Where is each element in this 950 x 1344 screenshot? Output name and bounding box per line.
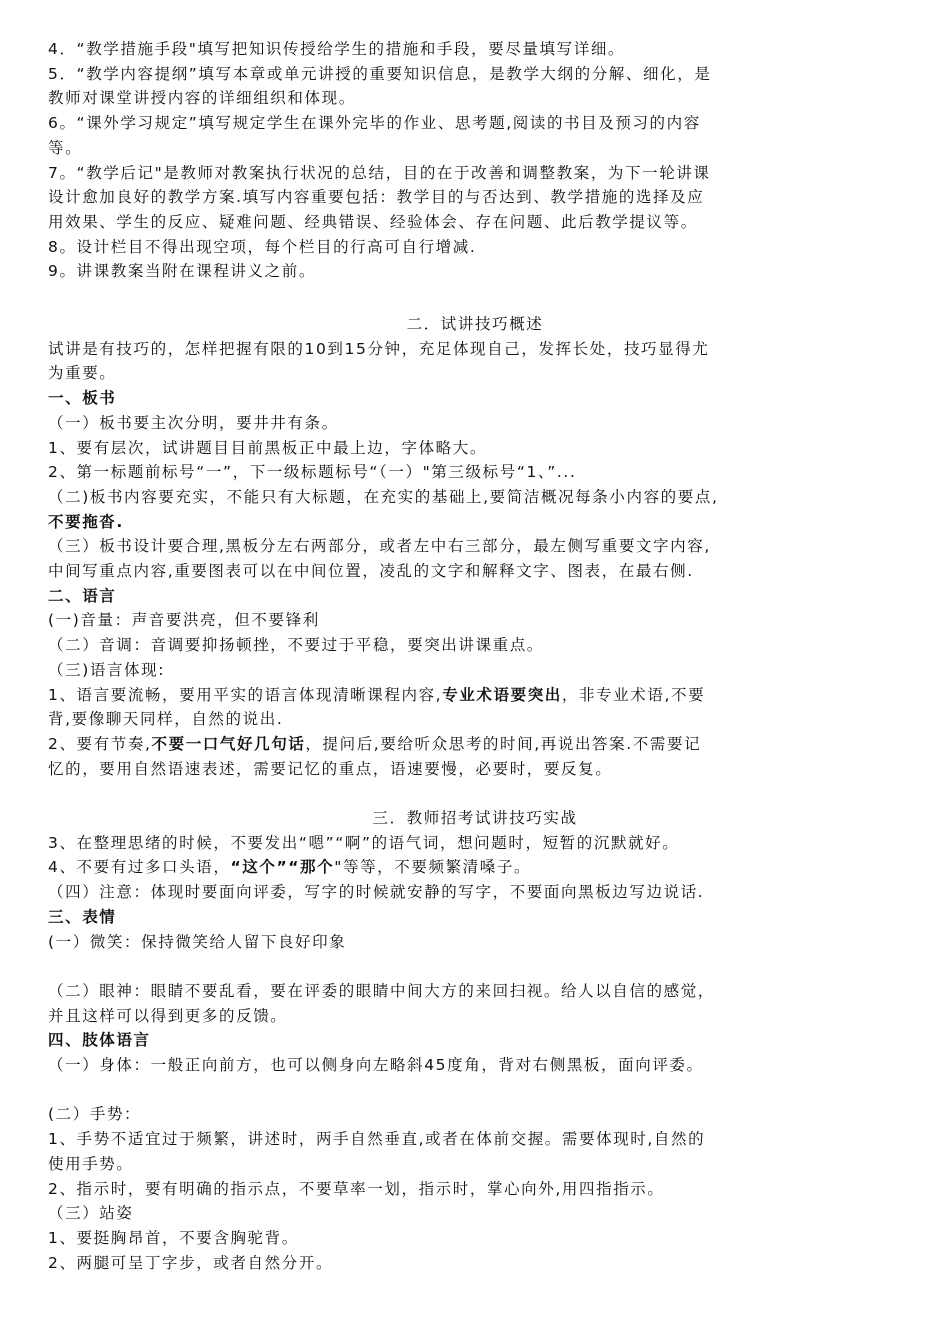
heading-language: 二、语言 [48, 586, 117, 605]
lang-point-1-c: ，非专业术语,不要 [561, 685, 706, 704]
lang-point-1 [48, 683, 902, 708]
practice-note: （四）注意：体现时要面向评委，写字的时候就安静的写字，不要面向黑板边写边说话. [48, 883, 705, 902]
practice-item-3: 3、在整理思绪的时候，不要发出“嗯”“啊”的语气词，想问题时，短暂的沉默就好。 [48, 833, 680, 852]
heading-expression: 三、表情 [48, 907, 117, 926]
section-title-2: 二．试讲技巧概述 [406, 315, 544, 334]
lang-point-1-a: 1、语言要流畅，要用平实的语言体现清晰课程内容, [48, 685, 443, 704]
lang-point-2-a: 2、要有节奏, [48, 734, 152, 753]
stance-item-1: 1、要挺胸昂首，不要含胸驼背。 [48, 1229, 299, 1247]
board-item-1: （一）板书要主次分明，要井井有条。 [48, 413, 339, 432]
intro-item-8: 8。设计栏目不得出现空项，每个栏目的行高可自行增减. [48, 237, 477, 256]
intro-item-5-cont: 教师对课堂讲授内容的详细组织和体现。 [48, 89, 356, 108]
intro-item-7-cont2: 用效果、学生的反应、疑难问题、经典错误、经验体会、存在问题、此后教学提议等。 [48, 212, 698, 231]
lang-point-2 [48, 732, 902, 757]
expression-eyes: （二）眼神：眼睛不要乱看，要在评委的眼睛中间大方的来回扫视。给人以自信的感觉， [48, 981, 715, 1000]
board-item-4-bold: 不要拖沓. [48, 512, 124, 531]
gesture-title: (二）手势： [48, 1105, 142, 1124]
section2-intro-line1: 试讲是有技巧的，怎样把握有限的10到15分钟，充足体现自己，发挥长处，技巧显得尤 [48, 339, 710, 358]
lang-item-3: （三)语言体现: [48, 660, 166, 679]
body-posture: （一）身体：一般正向前方，也可以侧身向左略斜45度角，背对右侧黑板，面向评委。 [48, 1056, 704, 1075]
section2-intro-line2: 为重要。 [48, 364, 117, 383]
gesture-item-1-cont: 使用手势。 [48, 1154, 134, 1173]
expression-smile: (一）微笑：保持微笑给人留下良好印象 [48, 932, 347, 951]
practice-item-4-bold: “这个”“那个 [230, 858, 335, 877]
intro-item-list [48, 37, 902, 284]
lang-point-2-cont: 忆的，要用自然语速表述，需要记忆的重点，语速要慢，必要时，要反复。 [48, 759, 613, 778]
practice-item-4 [48, 855, 902, 880]
lang-point-1-bold: 专业术语要突出 [442, 685, 562, 704]
heading-body-language: 四、肢体语言 [48, 1031, 151, 1050]
intro-item-6-cont: 等。 [48, 138, 83, 157]
board-item-3: 2、第一标题前标号“一”，下一级标题标号“（一）"第三级标号“1、”... [48, 463, 577, 482]
board-item-5-cont: 中间写重点内容,重要图表可以在中间位置，凌乱的文字和解释文字、图表，在最右侧. [48, 562, 694, 581]
board-item-5: （三）板书设计要合理,黑板分左右两部分，或者左中右三部分，最左侧写重要文字内容, [48, 537, 711, 556]
intro-item-5: 5．“教学内容提纲”填写本章或单元讲授的重要知识信息，是教学大纲的分解、细化，是 [48, 64, 712, 83]
lang-point-2-c: ，提问后,要给听众思考的时间,再说出答案.不需要记 [305, 734, 702, 753]
intro-item-4: 4．“教学措施手段"填写把知识传授给学生的措施和手段，要尽量填写详细。 [48, 40, 626, 58]
lang-point-1-cont: 背,要像聊天同样，自然的说出. [48, 710, 284, 729]
stance-title: （三）站姿 [48, 1204, 134, 1223]
stance-item-2: 2、两腿可呈丁字步，或者自然分开。 [48, 1253, 334, 1272]
lang-item-2: （二）音调：音调要抑扬顿挫，不要过于平稳，要突出讲课重点。 [48, 636, 544, 655]
intro-item-7: 7。“教学后记"是教师对教案执行状况的总结，目的在于改善和调整教案，为下一轮讲课 [48, 163, 711, 182]
lang-point-2-bold: 不要一口气好几句话 [151, 734, 306, 753]
intro-item-9: 9。讲课教案当附在课程讲义之前。 [48, 262, 316, 281]
practice-item-4-c: "等等，不要频繁清嗓子。 [334, 858, 532, 877]
intro-item-7-cont1: 设计愈加良好的教学方案.填写内容重要包括：教学目的与否达到、教学措施的选择及应 [48, 188, 705, 207]
board-item-4: （二)板书内容要充实，不能只有大标题，在充实的基础上,要简洁概况每条小内容的要点, [48, 487, 719, 506]
gesture-item-1: 1、手势不适宜过于频繁，讲述时，两手自然垂直,或者在体前交握。需要体现时,自然的 [48, 1130, 706, 1149]
gesture-item-2: 2、指示时，要有明确的指示点，不要草率一划，指示时，掌心向外,用四指指示。 [48, 1179, 665, 1198]
expression-eyes-cont: 并且这样可以得到更多的反馈。 [48, 1006, 288, 1025]
section-title-3: 三．教师招考试讲技巧实战 [372, 809, 578, 828]
board-item-2: 1、要有层次，试讲题目目前黑板正中最上边，字体略大。 [48, 438, 487, 457]
lang-item-1: (一)音量：声音要洪亮，但不要锋利 [48, 611, 320, 630]
practice-item-4-a: 4、不要有过多口头语， [48, 858, 231, 877]
intro-item-6: 6。“课外学习规定”填写规定学生在课外完毕的作业、思考题,阅读的书目及预习的内容 [48, 114, 701, 133]
heading-board: 一、板书 [48, 389, 117, 408]
